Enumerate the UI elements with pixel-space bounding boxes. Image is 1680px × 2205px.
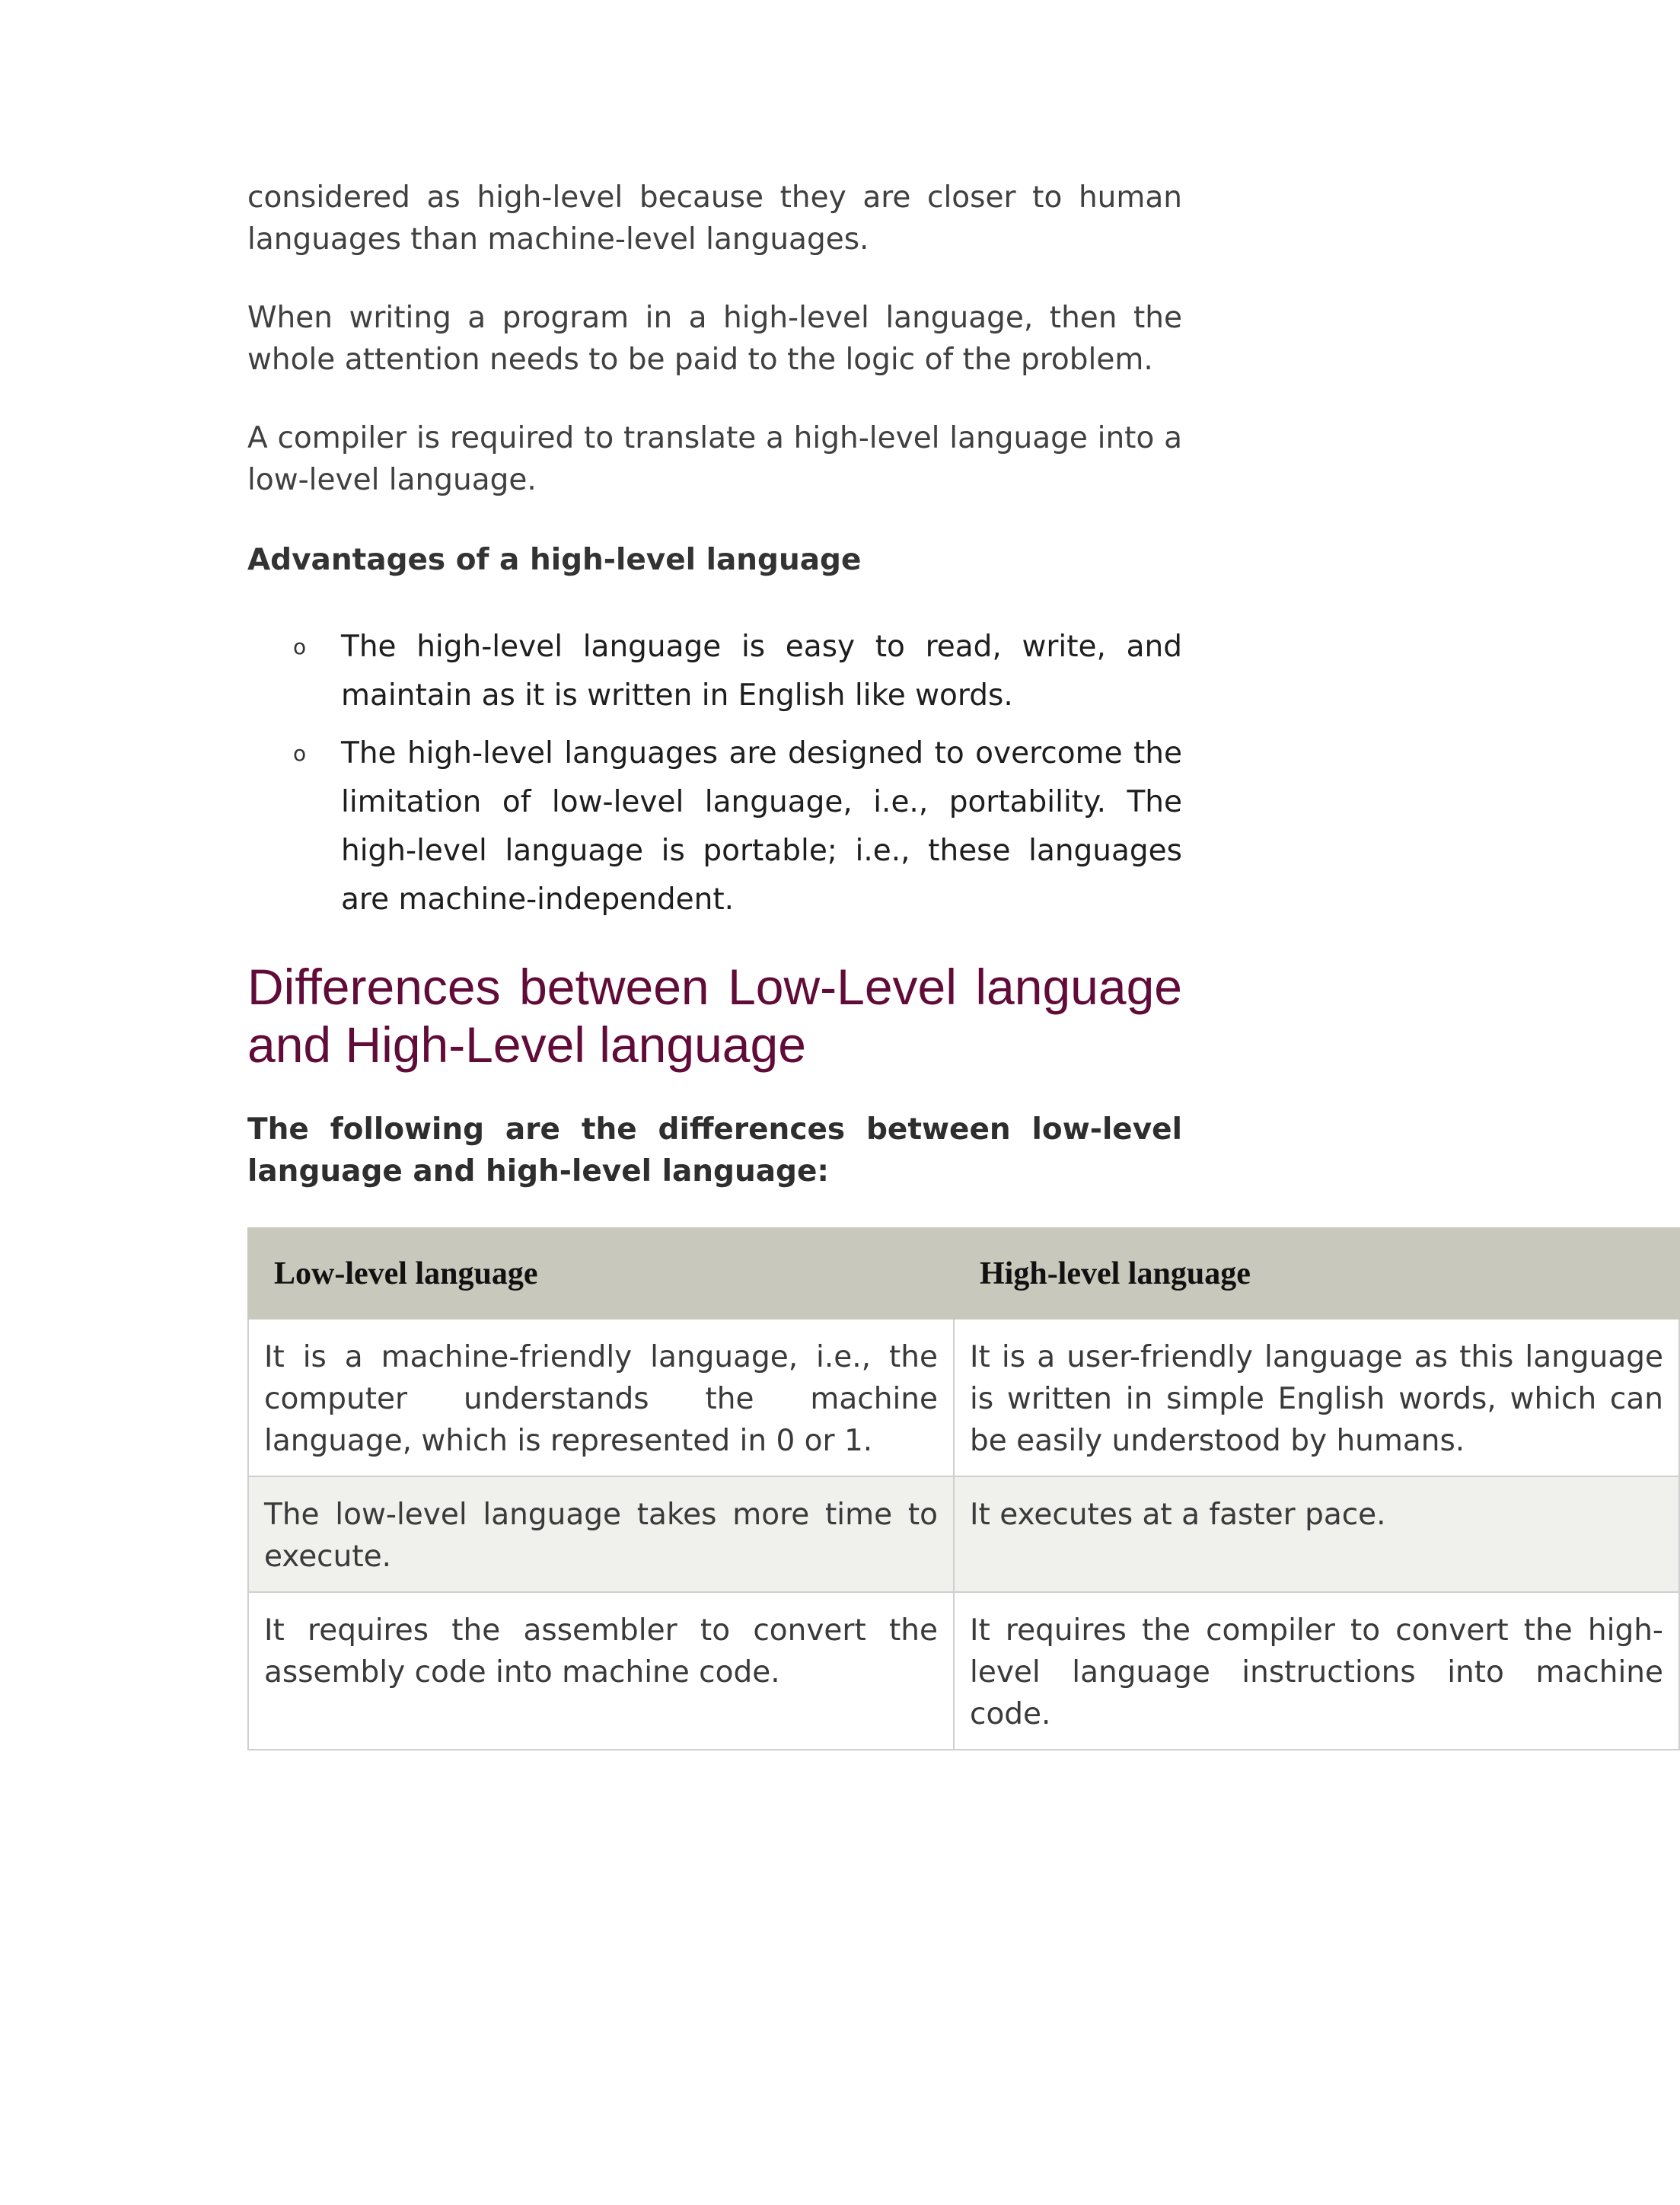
list-item	[247, 729, 1182, 924]
page-content	[247, 177, 1182, 1192]
table-row	[248, 1476, 1679, 1592]
paragraph: When writing a program in a high-level language, then the whole attention needs to be paid to the logic of the problem.	[247, 301, 1182, 377]
table-cell: The low-level language takes more time to execute.	[248, 1476, 954, 1592]
list-item-text: The high-level languages are designed to overcome the limitation of low-level language, i.e., portability. The high-level language is portable; i.e., these languages are machine-independent.	[341, 736, 1182, 917]
paragraph: A compiler is required to translate a high-level language into a low-level language.	[247, 421, 1182, 497]
bullet-circle-icon: o	[293, 741, 307, 766]
table-row	[248, 1319, 1679, 1476]
list-item-text: The high-level language is easy to read, write, and maintain as it is written in English like words.	[341, 630, 1182, 713]
column-header-low-level: Low-level language	[248, 1228, 954, 1319]
table-header-row	[248, 1228, 1679, 1319]
advantages-heading: Advantages of a high-level language	[247, 543, 862, 577]
differences-intro: The following are the differences between low-level language and high-level language:	[247, 1112, 1182, 1189]
section-title: Differences between Low-Level language and High-Level language	[247, 959, 1182, 1073]
table-row	[248, 1592, 1679, 1750]
advantages-list	[247, 623, 1182, 924]
table-cell: It requires the compiler to convert the high-level language instructions into machine code.	[954, 1592, 1679, 1750]
column-header-high-level: High-level language	[954, 1228, 1679, 1319]
comparison-table-container	[247, 1227, 1663, 1750]
table-cell: It is a user-friendly language as this language is written in simple English words, which can be easily understood by humans.	[954, 1319, 1679, 1476]
table-cell: It is a machine-friendly language, i.e., the computer understands the machine language, which is represented in 0 or 1.	[248, 1319, 954, 1476]
bullet-circle-icon: o	[293, 634, 307, 659]
paragraph: considered as high-level because they are closer to human languages than machine-level languages.	[247, 180, 1182, 257]
table-cell: It requires the assembler to convert the assembly code into machine code.	[248, 1592, 954, 1750]
comparison-table	[247, 1227, 1680, 1750]
table-cell: It executes at a faster pace.	[954, 1476, 1679, 1592]
list-item	[247, 623, 1182, 720]
